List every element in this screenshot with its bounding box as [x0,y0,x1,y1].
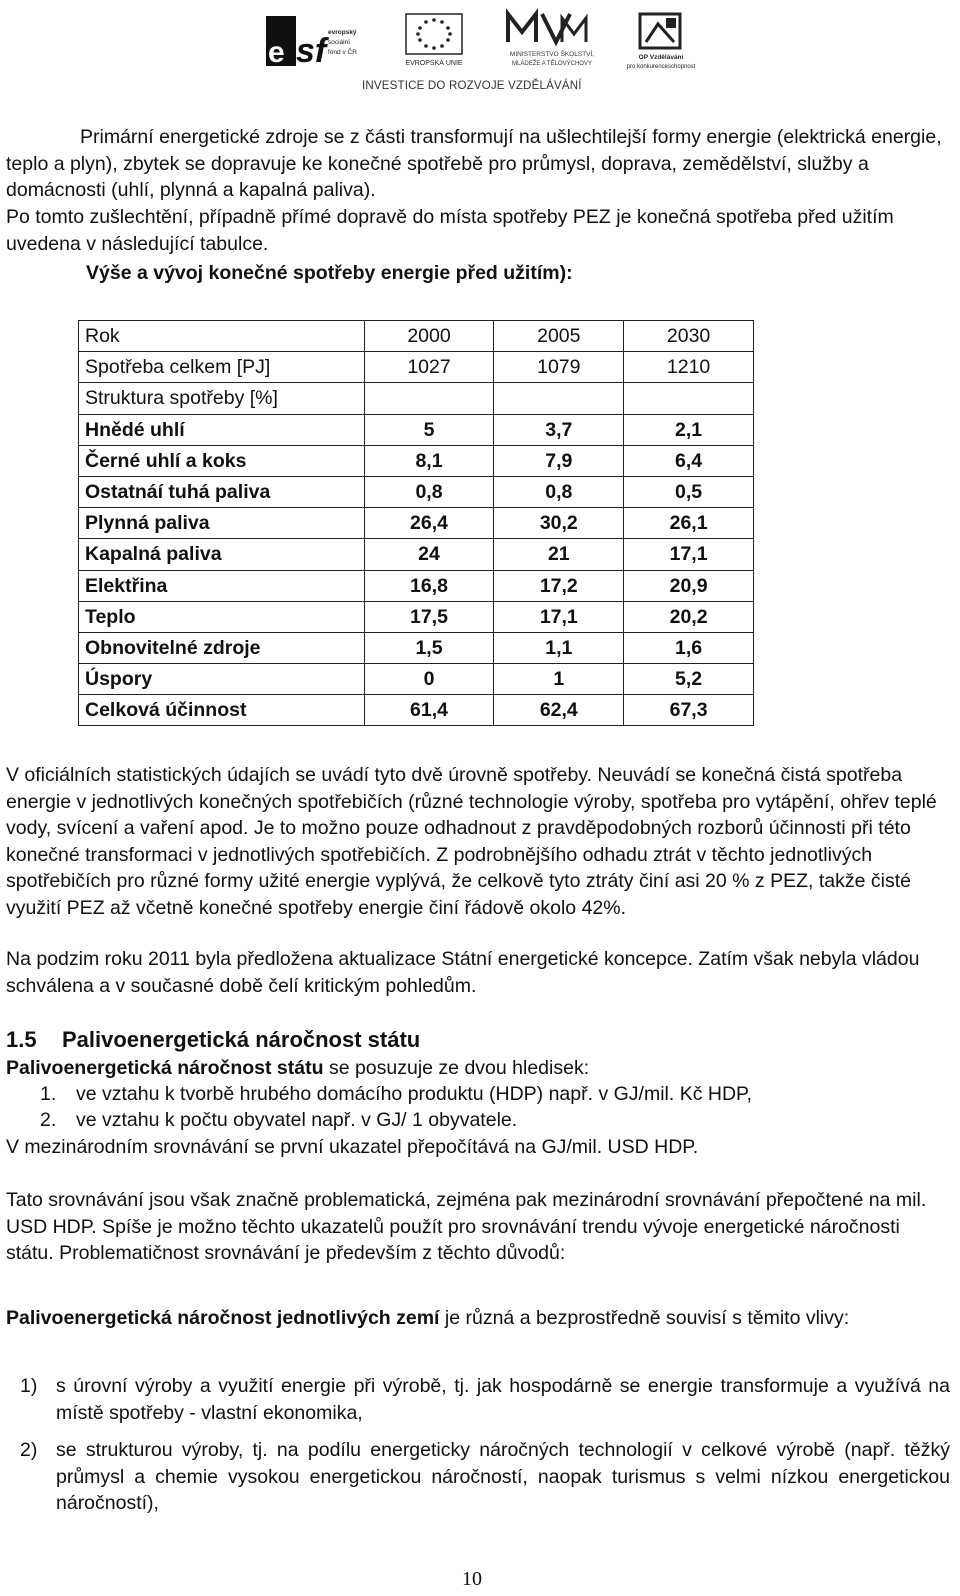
table-row [79,383,754,414]
row-label-cell: Celková účinnost [79,695,365,726]
table-row [79,321,754,352]
influence-text: se strukturou výroby, tj. na podílu energeticky náročných technologií v celkové výrobě (např. těžký průmysl a chemie vysokou energetickou náročností, naopak turismus s velmi nízkou energetickou náročností), [56,1439,950,1514]
list-item-text: ve vztahu k počtu obyvatel např. v GJ/ 1 obyvatele. [76,1109,518,1131]
value-2030-cell: 6,4 [624,445,754,476]
table-row [79,508,754,539]
value-2000-cell [364,383,494,414]
value-2005-cell: 21 [494,539,624,570]
section-lead-rest: se posuzuje ze dvou hledisek: [323,1057,590,1079]
table-row [79,352,754,383]
section-title: Palivoenergetická náročnost státu [62,1027,421,1052]
row-label-cell: Struktura spotřeby [%] [79,383,365,414]
table-row [79,539,754,570]
value-2030-cell [624,383,754,414]
value-2030-cell: 1210 [624,352,754,383]
section-heading [6,1027,420,1053]
value-2030-cell: 17,1 [624,539,754,570]
svg-text:sf: sf [296,32,327,70]
value-2030-cell: 20,9 [624,570,754,601]
row-label-cell: Spotřeba celkem [PJ] [79,352,365,383]
value-2005-cell: 62,4 [494,695,624,726]
svg-text:e: e [268,36,285,69]
row-label-cell: Úspory [79,664,365,695]
table-row [79,664,754,695]
value-2030-cell: 2,1 [624,414,754,445]
row-label-cell: Obnovitelné zdroje [79,632,365,663]
influence-number: 1) [20,1375,38,1397]
row-label-cell: Teplo [79,601,365,632]
after-table-paragraph-1: V oficiálních statistických údajích se uvádí tyto dvě úrovně spotřeby. Neuvádí se konečná čistá spotřeba energie v jednotlivých konečných spotřebičích (různé technologie výroby, spotřeba pro vytápění, ohřev teplé vody, svícení a vaření apod. Je to možno pouze odhadnout z pravděpodobných rozborů účinnosti při této konečné transformaci v jednotlivých spotřebičích. Z podrobnějšího odhadu ztrát v těchto jednotlivých spotřebičích pro různé formy užité energie vyplývá, že celkově tyto ztráty činí asi 20 % z PEZ, takže čisté využití PEZ až včetně konečné spotřeby energie činí řádově okolo 42%. [6,764,937,919]
value-2000-cell: 2000 [364,321,494,352]
row-label-cell: Ostatnáí tuhá paliva [79,476,365,507]
value-2000-cell: 26,4 [364,508,494,539]
influence-number: 2) [20,1439,38,1461]
eu-flag-logo [394,12,474,68]
value-2000-cell: 0,8 [364,476,494,507]
value-2000-cell: 0 [364,664,494,695]
value-2000-cell: 8,1 [364,445,494,476]
value-2030-cell: 20,2 [624,601,754,632]
table-row [79,476,754,507]
value-2030-cell: 2030 [624,321,754,352]
op-vk-logo [618,12,704,72]
row-label-cell: Kapalná paliva [79,539,365,570]
value-2000-cell: 5 [364,414,494,445]
countries-paragraph-bold: Palivoenergetická náročnost jednotlivých zemí [6,1307,440,1329]
list-item-text: ve vztahu k tvorbě hrubého domácího produktu (HDP) např. v GJ/mil. Kč HDP, [76,1083,752,1105]
value-2005-cell [494,383,624,414]
intro-paragraph-1: Primární energetické zdroje se z části transformují na ušlechtilejší formy energie (elektrická energie, teplo a plyn), zbytek se dopravuje ke konečné spotřebě pro průmysl, doprava, zemědělství, služby a domácnosti (uhlí, plynná a kapalná paliva). [6,126,942,201]
value-2000-cell: 1027 [364,352,494,383]
table-title: Výše a vývoj konečné spotřeby energie před užitím): [86,262,573,284]
influence-text: s úrovní výroby a využití energie při výrobě, tj. jak hospodárně se energie transformuje a využívá na místě spotřeby - vlastní ekonomika, [56,1375,950,1424]
value-2005-cell: 17,2 [494,570,624,601]
section-number: 1.5 [6,1027,37,1052]
value-2005-cell: 0,8 [494,476,624,507]
value-2000-cell: 24 [364,539,494,570]
value-2000-cell: 1,5 [364,632,494,663]
value-2005-cell: 7,9 [494,445,624,476]
list-item-number: 1. [40,1083,57,1105]
msmt-logo [502,6,602,72]
value-2030-cell: 1,6 [624,632,754,663]
value-2005-cell: 3,7 [494,414,624,445]
value-2005-cell: 17,1 [494,601,624,632]
influence-item [6,1437,950,1517]
row-label-cell: Plynná paliva [79,508,365,539]
list-item-number: 2. [40,1109,57,1131]
energy-consumption-table [78,320,754,726]
value-2005-cell: 1,1 [494,632,624,663]
countries-paragraph [6,1304,950,1332]
svg-text:evropský: evropský [328,29,357,36]
svg-text:pro konkurenceschopnost: pro konkurenceschopnost [626,64,696,70]
table-row [79,632,754,663]
table-row [79,601,754,632]
table-row [79,570,754,601]
value-2000-cell: 17,5 [364,601,494,632]
svg-text:OP Vzdělávání: OP Vzdělávání [638,54,684,61]
value-2005-cell: 1 [494,664,624,695]
page-number: 10 [462,1568,482,1590]
value-2005-cell: 1079 [494,352,624,383]
row-label-cell: Rok [79,321,365,352]
table-row [79,445,754,476]
svg-text:sociální: sociální [328,39,351,46]
investice-banner: INVESTICE DO ROZVOJE VZDĚLÁVÁNÍ [362,80,582,92]
value-2000-cell: 16,8 [364,570,494,601]
international-comparison-note: V mezinárodním srovnávání se první ukazatel přepočítává na GJ/mil. USD HDP. [6,1136,699,1158]
intro-paragraph-2: Po tomto zušlechtění, případně přímé dopravě do místa spotřeby PEZ je konečná spotřeba před užitím uvedena v následující tabulce. [6,206,894,255]
row-label-cell: Černé uhlí a koks [79,445,365,476]
value-2030-cell: 67,3 [624,695,754,726]
value-2000-cell: 61,4 [364,695,494,726]
svg-text:fond v ČR: fond v ČR [328,49,357,56]
value-2030-cell: 0,5 [624,476,754,507]
row-label-cell: Elektřina [79,570,365,601]
list-item [40,1081,752,1108]
influence-item [6,1373,950,1426]
table-row [79,695,754,726]
value-2005-cell: 30,2 [494,508,624,539]
table-row [79,414,754,445]
value-2030-cell: 26,1 [624,508,754,539]
section-lead-bold: Palivoenergetická náročnost státu [6,1057,324,1079]
svg-text:MINISTERSTVO ŠKOLSTVÍ,: MINISTERSTVO ŠKOLSTVÍ, [509,51,595,58]
countries-paragraph-rest: je různá a bezprostředně souvisí s těmito vlivy: [439,1307,850,1329]
row-label-cell: Hnědé uhlí [79,414,365,445]
value-2005-cell: 2005 [494,321,624,352]
section-lead [6,1055,950,1082]
list-item [40,1107,517,1134]
svg-text:MLÁDEŽE A TĚLOVÝCHOVY: MLÁDEŽE A TĚLOVÝCHOVY [512,61,592,67]
value-2030-cell: 5,2 [624,664,754,695]
after-table-paragraph-2: Na podzim roku 2011 byla předložena aktualizace Státní energetické koncepce. Zatím však nebyla vládou schválena a v současné době čelí kritickým pohledům. [6,948,920,997]
logo-bar [266,6,706,98]
esf-logo [266,12,386,70]
svg-text:EVROPSKÁ UNIE: EVROPSKÁ UNIE [405,60,463,67]
problem-paragraph: Tato srovnávání jsou však značně problematická, zejména pak mezinárodní srovnávání přepočtené na mil. USD HDP. Spíše je možno těchto ukazatelů použít pro srovnávání trendu vývoje energetické náročnosti státu. Problematičnost srovnávání je především z těchto důvodů: [6,1189,927,1264]
